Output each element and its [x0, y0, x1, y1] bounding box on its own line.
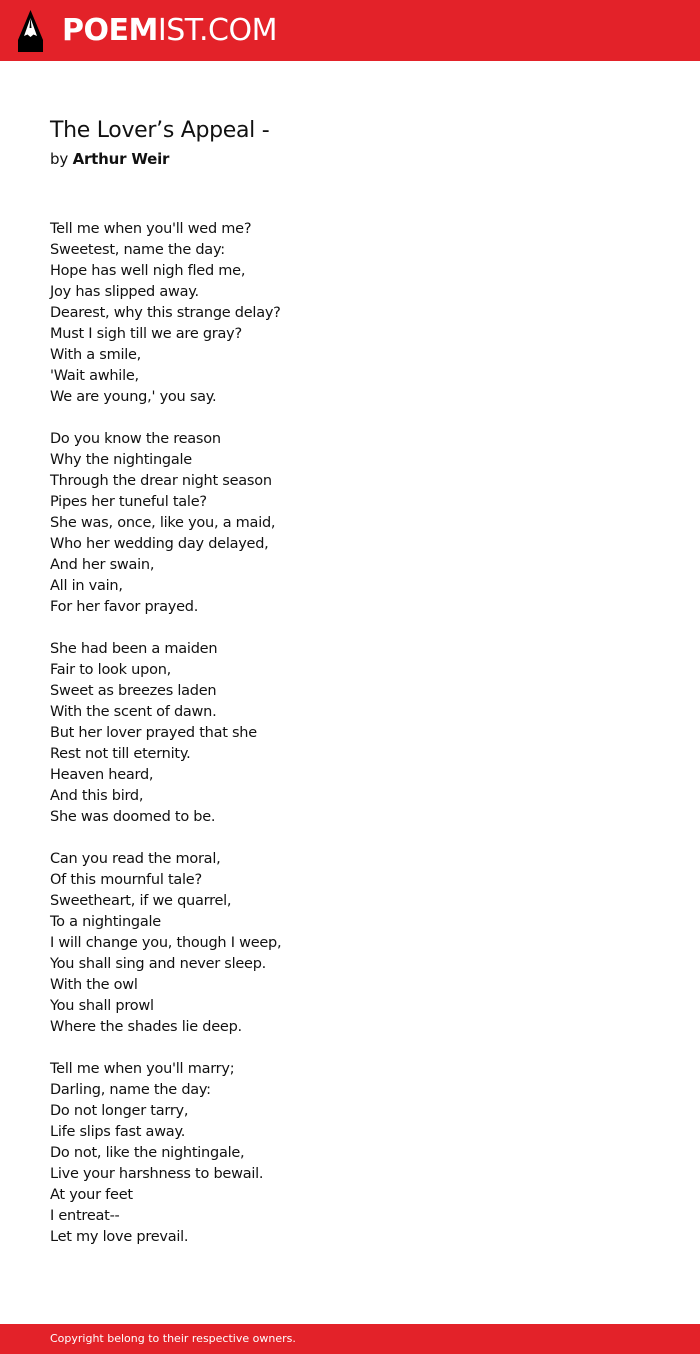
poem-line: Fair to look upon, — [50, 662, 172, 678]
poem-body — [50, 219, 650, 1269]
poem-line: Pipes her tuneful tale? — [50, 494, 207, 510]
poem-line: You shall sing and never sleep. — [50, 956, 267, 972]
by-label: by — [50, 150, 68, 168]
poem-line: Sweetheart, if we quarrel, — [50, 893, 232, 909]
poem-line: She was doomed to be. — [50, 809, 216, 825]
poem-line: With the owl — [50, 977, 138, 993]
site-header — [0, 0, 700, 61]
copyright-text: Copyright belong to their respective owners. — [50, 1332, 296, 1345]
poem-line: To a nightingale — [50, 914, 161, 930]
poem-stanza — [50, 429, 650, 618]
poem-title: The Lover’s Appeal - — [50, 118, 270, 143]
poem-line: Where the shades lie deep. — [50, 1019, 242, 1035]
logo-bold-text: POEM — [62, 13, 158, 48]
logo-light-text: IST.COM — [157, 13, 277, 48]
poem-line: She was, once, like you, a maid, — [50, 515, 276, 531]
poem-line: 'Wait awhile, — [50, 368, 139, 384]
poem-line: I will change you, though I weep, — [50, 935, 282, 951]
poem-line: Through the drear night season — [50, 473, 272, 489]
poem-line: Dearest, why this strange delay? — [50, 305, 281, 321]
poem-line: Joy has slipped away. — [50, 284, 199, 300]
poem-line: Must I sigh till we are gray? — [50, 326, 242, 342]
poem-line: I entreat-- — [50, 1208, 120, 1224]
poem-stanza — [50, 849, 650, 1038]
poem-line: With the scent of dawn. — [50, 704, 217, 720]
poem-line: Heaven heard, — [50, 767, 154, 783]
poem-line: For her favor prayed. — [50, 599, 199, 615]
poem-stanza — [50, 639, 650, 828]
poem-line: Sweetest, name the day: — [50, 242, 225, 258]
poem-line: She had been a maiden — [50, 641, 218, 657]
site-logo[interactable] — [62, 12, 277, 50]
poem-line: All in vain, — [50, 578, 123, 594]
pen-nib-icon[interactable] — [18, 10, 43, 52]
poem-line: Life slips fast away. — [50, 1124, 186, 1140]
poem-line: Sweet as breezes laden — [50, 683, 217, 699]
poem-line: We are young,' you say. — [50, 389, 217, 405]
poem-line: Darling, name the day: — [50, 1082, 211, 1098]
poem-stanza — [50, 1059, 650, 1248]
poem-line: Rest not till eternity. — [50, 746, 191, 762]
poem-line: Do not, like the nightingale, — [50, 1145, 245, 1161]
poem-line: Of this mournful tale? — [50, 872, 202, 888]
poem-line: Do not longer tarry, — [50, 1103, 189, 1119]
poem-line: Who her wedding day delayed, — [50, 536, 269, 552]
poem-line: At your feet — [50, 1187, 133, 1203]
poem-stanza — [50, 219, 650, 408]
poem-line: You shall prowl — [50, 998, 154, 1014]
poem-line: With a smile, — [50, 347, 142, 363]
poem-line: Live your harshness to bewail. — [50, 1166, 264, 1182]
poem-line: Tell me when you'll wed me? — [50, 221, 252, 237]
poem-byline — [50, 148, 169, 170]
poem-line: Can you read the moral, — [50, 851, 221, 867]
poem-line: And this bird, — [50, 788, 144, 804]
poem-line: But her lover prayed that she — [50, 725, 257, 741]
poem-line: Hope has well nigh fled me, — [50, 263, 246, 279]
poem-author: Arthur Weir — [72, 150, 170, 168]
poem-line: And her swain, — [50, 557, 155, 573]
site-footer — [0, 1324, 700, 1354]
poem-line: Why the nightingale — [50, 452, 192, 468]
poem-line: Do you know the reason — [50, 431, 221, 447]
poem-line: Let my love prevail. — [50, 1229, 189, 1245]
poem-line: Tell me when you'll marry; — [50, 1061, 235, 1077]
